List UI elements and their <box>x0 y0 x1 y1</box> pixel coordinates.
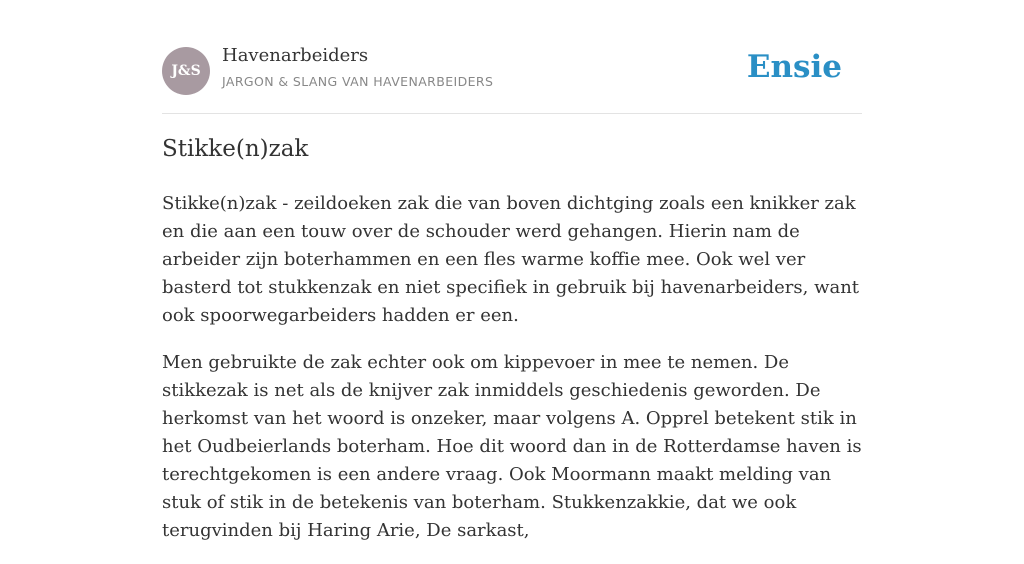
article-body <box>162 190 862 564</box>
avatar[interactable]: J&S <box>162 47 210 95</box>
main-container <box>162 0 862 541</box>
page-title: Stikke(n)zak <box>162 136 309 162</box>
paragraph: Stikke(n)zak - zeildoeken zak die van boven dichtging zoals een knikker zak en die aan een touw over de schouder werd gehangen. Hierin nam de arbeider zijn boterhammen en een fles warme koffie mee. Ook wel ver basterd tot stukkenzak en niet specifiek in gebruik bij havenarbeiders, want ook spoorwegarbeiders hadden er een. <box>162 193 860 326</box>
collection-subtitle: JARGON & SLANG VAN HAVENARBEIDERS <box>222 74 494 89</box>
brand-logo[interactable]: Ensie <box>746 49 842 85</box>
paragraph: Men gebruikte de zak echter ook om kippevoer in mee te nemen. De stikkezak is net als de knijver zak inmiddels geschiedenis geworden. De herkomst van het woord is onzeker, maar volgens A. Opprel betekent stik in het Oudbeierlands boterham. Hoe dit woord dan in de Rotterdamse haven is terechtgekomen is een andere vraag. Ook Moormann maakt melding van stuk of stik in de betekenis van boterham. Stukkenzakkie, dat we ook terugvinden bij Haring Arie, De sarkast, <box>162 352 862 541</box>
header <box>162 0 862 114</box>
collection-name[interactable]: Havenarbeiders <box>222 45 369 66</box>
